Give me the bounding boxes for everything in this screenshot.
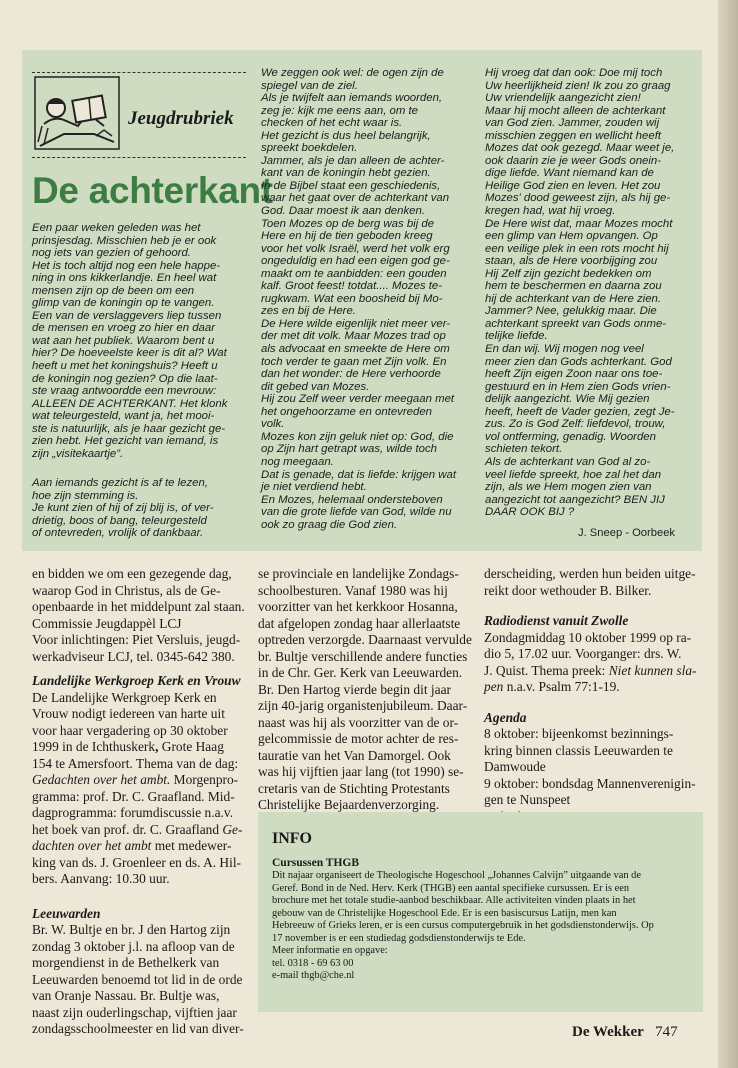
intro-text: en bidden we om een gezegende dag, waarop God in Christus, als de Ge- openbaarde in het middelpunt zal staan. Commissie Jeugdappèl LCJ Voor inlichtingen: Piet Versluis, jeugd- werkadviseur LCJ, tel. 0345-642 380. bbox=[32, 566, 245, 664]
publication-name: De Wekker bbox=[572, 1024, 644, 1040]
page-edge-shadow bbox=[718, 0, 738, 1068]
youth-column-3: Hij vroeg dat dan ook: Doe mij toch Uw heerlijkheid zien! Ik zou zo graag Uw vriendelijk aangezicht zien! Maar hij mocht alleen de achterkant van God zien. Jammer, zouden wij misschien zeggen en wellicht heeft Mozes dat ook gezegd. Maar weet je, ook daarin zie je weer Gods onein- dige liefde. Want niemand kan de Heilige God zien en leven. Het zou Mozes' dood geweest zijn, als hij ge- kregen had, wat hij vroeg. De Here wist dat, maar Mozes mocht een glimp van Hem opvangen. Op een veilige plek in een rots mocht hij staan, als de Here voorbijging zou Hij Zelf zijn gezicht bedekken om hem te beschermen en daarna zou hij de achterkant van de Here zien. Jammer? Nee, gelukkig maar. Die achterkant spreekt van Gods onme- telijke liefde. En dan wij. Wij mogen nog veel meer zien dan Gods achterkant. God heeft Zijn eigen Zoon naar ons toe- gestuurd en in Hem zien Gods vrien- delijk aangezicht. Wie Mij gezien heeft, heeft de Vader gezien, zegt Je- zus. Zo is God Zelf: liefdevol, trouw, vol ontferming, genadig. Woorden schieten tekort. Als de achterkant van God al zo- veel liefde spreekt, hoe zal het dan zijn, als we Hem mogen zien van aangezicht tot aangezicht? BEN JIJ DAAR OOK BIJ ? bbox=[485, 67, 675, 519]
reading-youth-illustration-icon bbox=[34, 76, 120, 150]
page-footer bbox=[572, 1024, 678, 1041]
info-text: Dit najaar organiseert de Theologische Hogeschool „Johannes Calvijn” uitgaande van de Geref. Bond in de Ned. Herv. Kerk (THGB) een aantal specifieke cursussen. Er is een brochure met het totale studie-aanbod beschikbaar. Alle activiteiten vinden plaats in het gebouw van de Christelijke Hogeschool Ede. Er is een basiscursus Latijn, men kan Hebreeuw of Grieks leren, er is een cursus computergebruik in het godsdienstonderwijs. Op 17 november is er een studiedag godsdienstonderwijs te Ede. Meer informatie en opgave: tel. 0318 - 69 63 00 e-mail thgb@che.nl bbox=[272, 870, 654, 981]
heading-radiodienst: Radiodienst vanuit Zwolle bbox=[484, 613, 629, 628]
dashed-divider bbox=[32, 72, 246, 73]
rubric-label: Jeugdrubriek bbox=[128, 108, 234, 129]
leeuwarden-continued: se provinciale en landelijke Zondags- schoolbesturen. Vanaf 1980 was hij voorzitter van het kerkkoor Hosanna, dat afgelopen zondag haar allerlaatste optreden verzorgde. Daarnaast vervulde br. Bultje verschillende andere functies in de Chr. Ger. Kerk van Leeuwarden. Br. Den Hartog vierde begin dit jaar zijn 40-jarig organistenjubileum. Daar- naast was hij als voorzitter van de or- gelcommissie de motor achter de res- tauratie van het Van Damorgel. Ook was hij vijftien jaar lang (tot 1990) se- cretaris van de Stichting Protestants Christelijke Bejaardenverzorging. bbox=[258, 566, 472, 812]
agenda-text: 8 oktober: bijeenkomst bezinnings- kring binnen classis Leeuwarden te Damwoude 9 oktober: bondsdag Mannenverenigin- gen te Nunspeet bbox=[484, 726, 696, 807]
leeuwarden-end: derscheiding, werden hun beiden uitge- reikt door wethouder B. Bilker. bbox=[484, 566, 696, 598]
kerk-en-vrouw-text: De Landelijke Werkgroep Kerk en Vrouw nodigt iedereen van harte uit voor haar vergadering op 30 oktober 1999 in de Ichthuskerk, Grote Haag 154 te Amersfoort. Thema van de dag: Gedachten over het ambt. Morgenpro- gramma: prof. Dr. C. Graafland. Mid- dagprogramma: forumdiscussie n.a.v. het boek van prof. dr. C. Graafland Ge- dachten over het ambt met medewer- king van ds. J. Groenleer en ds. A. Hil- bers. Aanvang: 10.30 uur. bbox=[32, 689, 243, 886]
heading-agenda: Agenda bbox=[484, 709, 527, 725]
article-signature: J. Sneep - Oorbeek bbox=[578, 527, 676, 539]
radiodienst-text: Zondagmiddag 10 oktober 1999 op ra- dio 5, 17.02 uur. Voorganger: drs. W. J. Quist. Thema preek: Niet kunnen sla- pen n.a.v. Psalm 77:1-19. bbox=[484, 629, 697, 694]
article-title: De achterkant bbox=[32, 170, 273, 211]
youth-column-2: We zeggen ook wel: de ogen zijn de spiegel van de ziel. Als je twijfelt aan iemands woorden, zeg je: kijk me eens aan, om te checken of het echt waar is. Het gezicht is dus heel belangrijk, spreekt boekdelen. Jammer, als je dan alleen de achter- kant van de koningin hebt gezien. In de Bijbel staat een geschiedenis, waar het gaat over de achterkant van God. Daar moest ik aan denken. Toen Mozes op de berg was bij de Here en hij de tien geboden kreeg voor het volk Israël, werd het volk erg ongeduldig en had een eigen god ge- maakt om te aanbidden: een gouden kalf. Groot feest! totdat.... Mozes te- rugkwam. Wat een boosheid bij Mo- zes en bij de Here. De Here wilde eigenlijk niet meer ver- der met dit volk. Maar Mozes trad op als advocaat en smeekte de Here om toch verder te gaan met Zijn volk. En dan het wonder: de Here verhoorde dit gebed van Mozes. Hij zou Zelf weer verder meegaan met het ongehoorzame en ontevreden volk. Mozes kon zijn geluk niet op: God, die op Zijn hart getrapt was, wilde toch nog meegaan. Dat is genade, dat is liefde: krijgen wat je niet verdiend hebt. En Mozes, helemaal ondersteboven van die grote liefde van God, wilde nu ook zo graag die God zien. bbox=[261, 67, 457, 531]
news-column-2 bbox=[258, 566, 480, 830]
page-number: 747 bbox=[655, 1024, 678, 1040]
youth-column-1: Een paar weken geleden was het prinsjesdag. Misschien heb je er ook nog iets van gezien of gehoord. Het is toch altijd nog een hele happe- ning in ons kikkerlandje. En heel wat mensen zijn op de been om een glimp van de koningin op te vangen. Een van de verslaggevers liep tussen de mensen en vroeg zo hier en daar wat aan het publiek. Waarom bent u hier? De hoeveelste keer is dit al? Wat heeft u met het koningshuis? Heeft u de koningin nog gezien? Op die laat- ste vraag antwoordde een mevrouw: ALLEEN DE ACHTERKANT. Het klonk wat teleurgesteld, want ja, het mooi- ste is natuurlijk, als je haar gezicht ge- zien hebt. Het gezicht van iemand, is zijn „visitekaartje”. bbox=[32, 222, 228, 460]
heading-kerk-en-vrouw: Landelijke Werkgroep Kerk en Vrouw bbox=[32, 673, 241, 688]
info-title: INFO bbox=[272, 830, 312, 847]
info-subtitle: Cursussen THGB bbox=[272, 857, 360, 869]
news-column-3 bbox=[484, 566, 702, 825]
youth-column-1-end: Aan iemands gezicht is af te lezen, hoe zijn stemming is. Je kunt zien of hij of zij blij is, of ver- drietig, boos of bang, teleurgesteld of ontevreden, vrolijk of dankbaar. bbox=[32, 477, 214, 540]
news-column-1 bbox=[32, 566, 254, 1038]
leeuwarden-text: Br. W. Bultje en br. J den Hartog zijn zondag 3 oktober j.l. na afloop van de morgendienst in de Bethelkerk van Leeuwarden benoemd tot lid in de orde van Oranje Nassau. Br. Bultje was, naast zijn ouderlingschap, vijftien jaar zondagsschoolmeester en lid van diver- bbox=[32, 922, 244, 1036]
heading-leeuwarden: Leeuwarden bbox=[32, 905, 101, 921]
dashed-divider bbox=[32, 157, 246, 158]
